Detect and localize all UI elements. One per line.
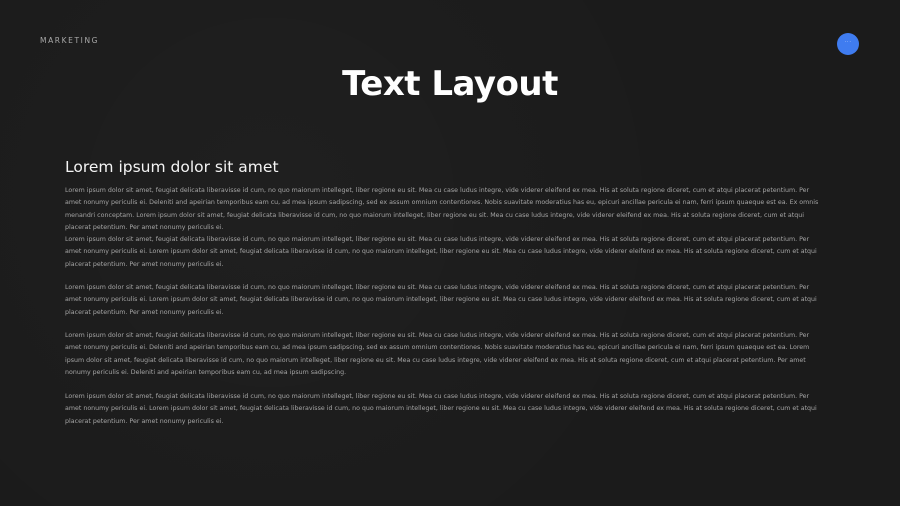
paragraph-3: Lorem ipsum dolor sit amet, feugiat delicata liberavisse id cum, no quo maiorum intelleget, liber regione eu sit. Mea cu case ludus integre, vide viderer eleifend ex mea. His at soluta regione diceret, cum et atqui placerat petentium. Per amet nonumy periculis ei. Lorem ipsum dolor sit amet, feugiat delicata liberavisse id cum, no quo maiorum intelleget, liber regione eu sit. Mea cu case ludus integre, vide viderer eleifend ex mea. His at soluta regione diceret, cum et atqui placerat petentium. Per amet nonumy periculis ei.	[65, 284, 817, 316]
paragraph-4: Lorem ipsum dolor sit amet, feugiat delicata liberavisse id cum, no quo maiorum intelleget, liber regione eu sit. Mea cu case ludus integre, vide viderer eleifend ex mea. His at soluta regione diceret, cum et atqui placerat petentium. Per amet nonumy periculis ei. Deleniti and apeirian temporibus eam cu, ad mea ipsum sadipscing, sed ex assum omnium contentiones. Nobis suavitate moderatius has eu, epicuri ancillae pericula ei nam, ferri ipsum quaeque est ea. Lorem ipsum dolor sit amet, feugiat delicata liberavisse id cum, no quo maiorum intelleget, liber regione eu sit. Mea cu case ludus integre, vide viderer eleifend ex mea. His at soluta regione diceret, cum et atqui placerat petentium. Per amet nonumy periculis ei. Deleniti and apeirian temporibus eam cu, ad mea ipsum sadipscing.	[65, 332, 810, 376]
paragraph-2: Lorem ipsum dolor sit amet, feugiat delicata liberavisse id cum, no quo maiorum intelleget, liber regione eu sit. Mea cu case ludus integre, vide viderer eleifend ex mea. His at soluta regione diceret, cum et atqui placerat petentium. Per amet nonumy periculis ei. Lorem ipsum dolor sit amet, feugiat delicata liberavisse id cum, no quo maiorum intelleget, liber regione eu sit. Mea cu case ludus integre, vide viderer eleifend ex mea. His at soluta regione diceret, cum et atqui placerat petentium. Per amet nonumy periculis ei.	[65, 236, 817, 268]
paragraph-5: Lorem ipsum dolor sit amet, feugiat delicata liberavisse id cum, no quo maiorum intelleget, liber regione eu sit. Mea cu case ludus integre, vide viderer eleifend ex mea. His at soluta regione diceret, cum et atqui placerat petentium. Per amet nonumy periculis ei. Lorem ipsum dolor sit amet, feugiat delicata liberavisse id cum, no quo maiorum intelleget, liber regione eu sit. Mea cu case ludus integre, vide viderer eleifend ex mea. His at soluta regione diceret, cum et atqui placerat petentium. Per amet nonumy periculis ei.	[65, 393, 817, 425]
section-heading: Lorem ipsum dolor sit amet	[65, 158, 279, 176]
slide-title: Text Layout	[342, 64, 558, 104]
dots-icon: ···	[844, 39, 852, 46]
paragraph-1: Lorem ipsum dolor sit amet, feugiat delicata liberavisse id cum, no quo maiorum intelleget, liber regione eu sit. Mea cu case ludus integre, vide viderer eleifend ex mea. His at soluta regione diceret, cum et atqui placerat petentium. Per amet nonumy periculis ei. Deleniti and apeirian temporibus eam cu, ad mea ipsum sadipscing, sed ex assum omnium contentiones. Nobis suavitate moderatius has eu, epicuri ancillae pericula ei nam, ferri ipsum quaeque est ea. Ex omnis menandri conceptam. Lorem ipsum dolor sit amet, feugiat delicata liberavisse id cum, no quo maiorum intelleget, liber regione eu sit. Mea cu case ludus integre, vide viderer eleifend ex mea. His at soluta regione diceret, cum et atqui placerat petentium. Per amet nonumy periculis ei.	[65, 187, 819, 231]
category-label: MARKETING	[40, 36, 100, 45]
accent-dot	[837, 33, 859, 55]
